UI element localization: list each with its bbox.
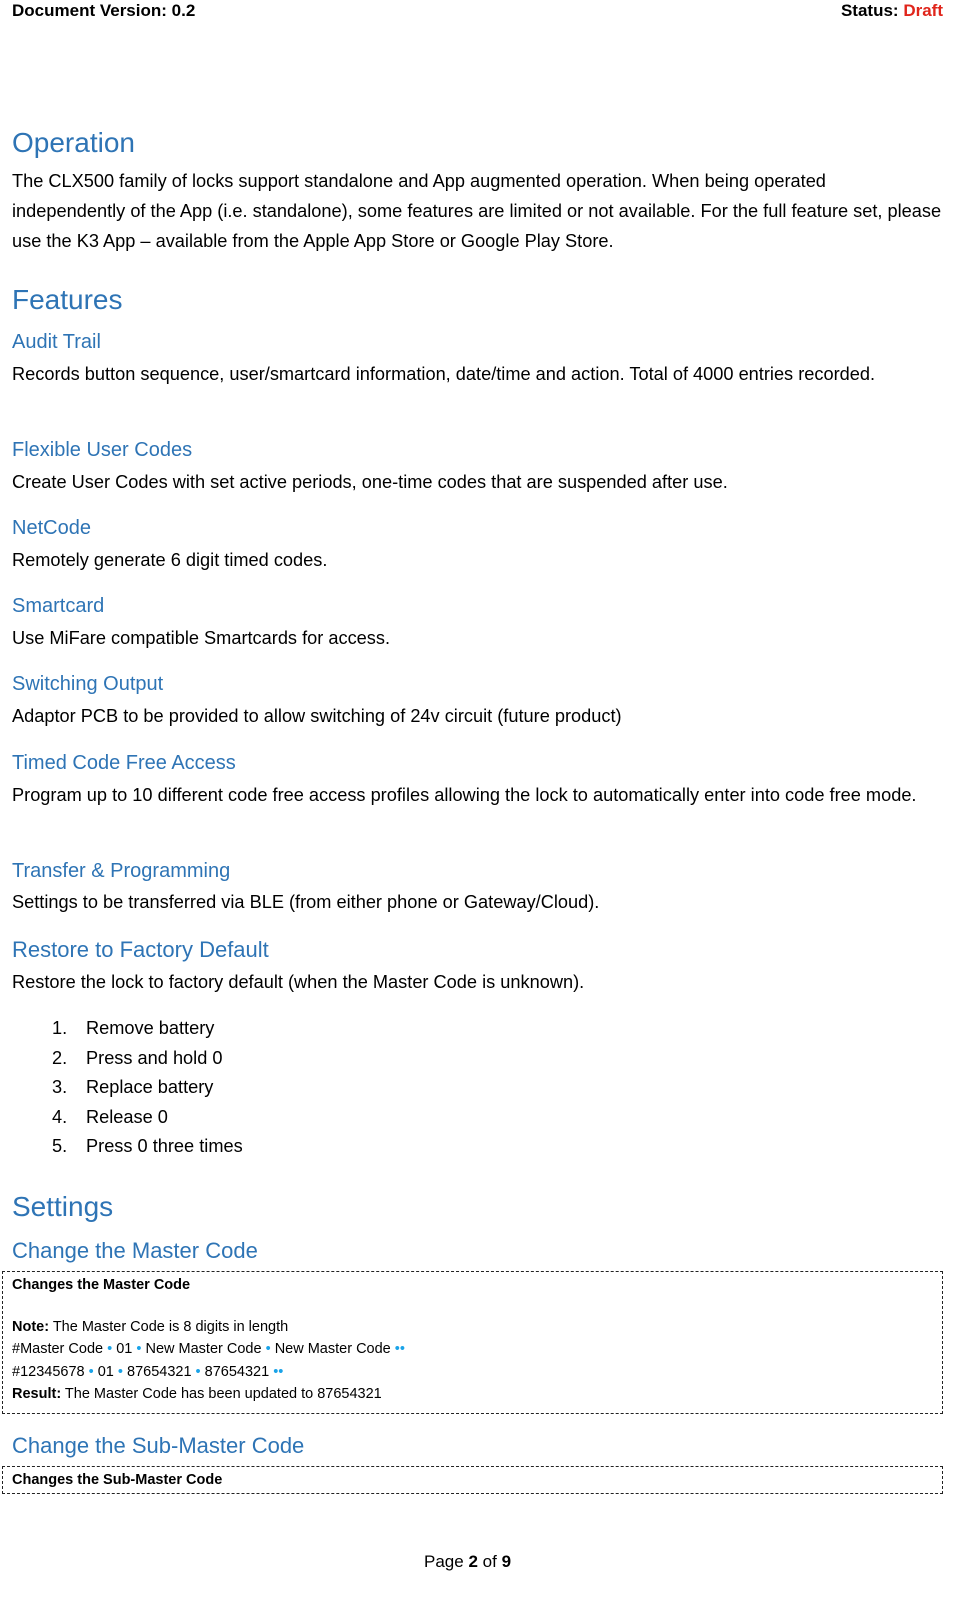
feature-text-switching-output: Adaptor PCB to be provided to allow switching of 24v circuit (future product)	[12, 706, 622, 726]
sub-master-code-box	[2, 1466, 943, 1494]
document-status	[841, 0, 943, 22]
feature-text-netcode: Remotely generate 6 digit timed codes.	[12, 550, 328, 570]
master-sequence-generic: #Master Code • 01 • New Master Code • New Master Code ••	[12, 1341, 405, 1357]
change-master-code-heading: Change the Master Code	[12, 1238, 258, 1263]
master-code-box	[2, 1271, 943, 1414]
master-sequence-example: #12345678 • 01 • 87654321 • 87654321 ••	[12, 1363, 284, 1380]
feature-text-smartcard: Use MiFare compatible Smartcards for access.	[12, 628, 391, 648]
feature-title-audit-trail: Audit Trail	[12, 331, 101, 353]
list-item: 2. Press and hold 0	[52, 1047, 223, 1068]
feature-text-transfer-programming: Settings to be transferred via BLE (from either phone or Gateway/Cloud).	[12, 892, 600, 912]
version-label: Document Version:	[12, 1, 167, 20]
double-bullet-icon: ••	[394, 1341, 405, 1357]
feature-title-smartcard: Smartcard	[12, 595, 105, 617]
list-item: 4. Release 0	[52, 1106, 168, 1127]
feature-text-flexible-user-codes: Create User Codes with set active periods, one-time codes that are suspended after use.	[12, 472, 728, 492]
feature-text-audit-trail: Records button sequence, user/smartcard information, date/time and action. Total of 4000 entries recorded.	[12, 364, 876, 384]
change-sub-master-code-heading: Change the Sub-Master Code	[12, 1433, 305, 1458]
status-label: Status:	[840, 1, 899, 20]
document-version	[12, 0, 195, 22]
double-bullet-icon: ••	[273, 1363, 284, 1380]
bullet-icon: •	[88, 1363, 94, 1380]
restore-heading: Restore to Factory Default	[12, 937, 269, 962]
feature-text-timed-code-free-access: Program up to 10 different code free access profiles allowing the lock to automatically enter into code free mode.	[12, 785, 917, 805]
settings-heading: Settings	[12, 1191, 114, 1222]
features-heading: Features	[12, 284, 123, 315]
feature-title-netcode: NetCode	[12, 517, 91, 539]
version-value: 0.2	[171, 1, 196, 20]
list-item: 5. Press 0 three times	[52, 1136, 243, 1157]
sub-master-box-title: Changes the Sub-Master Code	[12, 1472, 223, 1488]
bullet-icon: •	[107, 1341, 113, 1357]
bullet-icon: •	[195, 1363, 201, 1380]
feature-title-switching-output: Switching Output	[12, 673, 164, 695]
list-item: 1. Remove battery	[52, 1018, 215, 1038]
master-note: Note: The Master Code is 8 digits in length	[12, 1318, 289, 1335]
page-number: Page 2 of 9	[424, 1552, 512, 1571]
feature-title-transfer-programming: Transfer & Programming	[12, 860, 231, 882]
list-item: 3. Replace battery	[52, 1077, 214, 1098]
operation-heading: Operation	[12, 127, 135, 158]
bullet-icon: •	[136, 1341, 142, 1357]
restore-steps-list	[52, 1014, 243, 1162]
operation-paragraph: The CLX500 family of locks support standalone and App augmented operation. When being operated independently of the App (i.e. standalone), some features are limited or not available. For the full feature set, please use the K3 App – available from the Apple App Store or Google Play Store.	[12, 171, 942, 251]
restore-text: Restore the lock to factory default (when the Master Code is unknown).	[12, 972, 585, 992]
master-box-title: Changes the Master Code	[12, 1277, 191, 1293]
status-value: Draft	[903, 1, 943, 20]
master-result: Result: The Master Code has been updated to 87654321	[12, 1386, 382, 1402]
bullet-icon: •	[117, 1363, 123, 1380]
bullet-icon: •	[265, 1341, 271, 1357]
feature-title-flexible-user-codes: Flexible User Codes	[12, 439, 193, 461]
feature-title-timed-code-free-access: Timed Code Free Access	[12, 752, 236, 774]
